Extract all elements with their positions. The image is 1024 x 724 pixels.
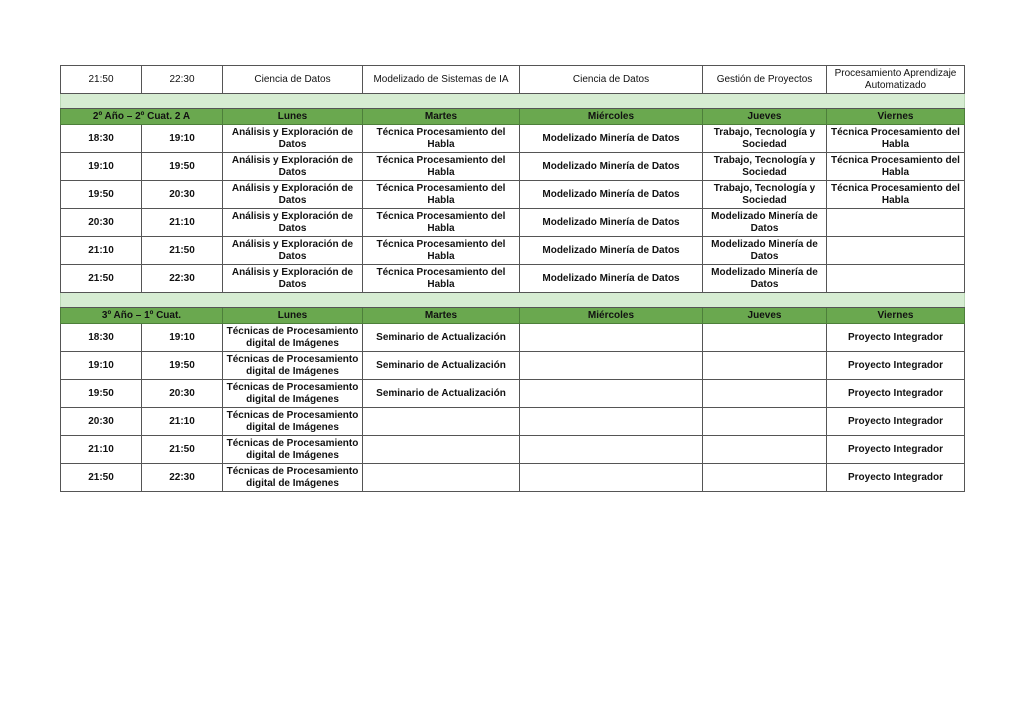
friday-cell [827, 265, 965, 293]
end-time-cell: 19:10 [142, 125, 223, 153]
friday-cell: Proyecto Integrador [827, 380, 965, 408]
monday-cell: Técnicas de Procesamiento digital de Imágenes [223, 380, 363, 408]
tuesday-cell: Técnica Procesamiento del Habla [363, 209, 520, 237]
wednesday-cell [520, 464, 703, 492]
table-row [61, 66, 965, 94]
thursday-cell [703, 408, 827, 436]
tuesday-cell: Técnica Procesamiento del Habla [363, 237, 520, 265]
table-row [61, 153, 965, 181]
start-time-cell: 18:30 [61, 324, 142, 352]
header-martes: Martes [363, 308, 520, 324]
tuesday-cell: Técnica Procesamiento del Habla [363, 181, 520, 209]
table-row [61, 380, 965, 408]
table-row [61, 209, 965, 237]
start-time-cell: 20:30 [61, 408, 142, 436]
start-time-cell: 19:10 [61, 153, 142, 181]
tuesday-cell [363, 408, 520, 436]
wednesday-cell: Modelizado Minería de Datos [520, 265, 703, 293]
wednesday-cell: Ciencia de Datos [520, 66, 703, 94]
thursday-cell: Trabajo, Tecnología y Sociedad [703, 153, 827, 181]
tuesday-cell: Modelizado de Sistemas de IA [363, 66, 520, 94]
table-row [61, 265, 965, 293]
monday-cell: Análisis y Exploración de Datos [223, 153, 363, 181]
end-time-cell: 20:30 [142, 380, 223, 408]
header-lunes: Lunes [223, 308, 363, 324]
wednesday-cell [520, 352, 703, 380]
friday-cell [827, 237, 965, 265]
friday-cell: Técnica Procesamiento del Habla [827, 181, 965, 209]
header-miercoles: Miércoles [520, 308, 703, 324]
thursday-cell [703, 352, 827, 380]
monday-cell: Técnicas de Procesamiento digital de Imágenes [223, 324, 363, 352]
table-row [61, 324, 965, 352]
friday-cell: Técnica Procesamiento del Habla [827, 153, 965, 181]
start-time-cell: 21:50 [61, 66, 142, 94]
end-time-cell: 21:10 [142, 209, 223, 237]
start-time-cell: 21:10 [61, 436, 142, 464]
friday-cell: Procesamiento Aprendizaje Automatizado [827, 66, 965, 94]
tuesday-cell: Técnica Procesamiento del Habla [363, 153, 520, 181]
wednesday-cell [520, 324, 703, 352]
thursday-cell: Trabajo, Tecnología y Sociedad [703, 181, 827, 209]
header-viernes: Viernes [827, 308, 965, 324]
section-header-2nd-year [61, 109, 965, 125]
tuesday-cell: Técnica Procesamiento del Habla [363, 125, 520, 153]
thursday-cell [703, 324, 827, 352]
monday-cell: Análisis y Exploración de Datos [223, 237, 363, 265]
monday-cell: Análisis y Exploración de Datos [223, 125, 363, 153]
friday-cell: Proyecto Integrador [827, 352, 965, 380]
monday-cell: Técnicas de Procesamiento digital de Imágenes [223, 436, 363, 464]
friday-cell: Proyecto Integrador [827, 408, 965, 436]
table-row [61, 408, 965, 436]
section-header-3rd-year [61, 308, 965, 324]
wednesday-cell [520, 380, 703, 408]
section-spacer [61, 293, 965, 308]
thursday-cell: Modelizado Minería de Datos [703, 209, 827, 237]
wednesday-cell: Modelizado Minería de Datos [520, 153, 703, 181]
friday-cell: Proyecto Integrador [827, 436, 965, 464]
start-time-cell: 18:30 [61, 125, 142, 153]
table-row [61, 237, 965, 265]
end-time-cell: 21:50 [142, 237, 223, 265]
wednesday-cell: Modelizado Minería de Datos [520, 209, 703, 237]
table-row [61, 352, 965, 380]
header-jueves: Jueves [703, 308, 827, 324]
wednesday-cell: Modelizado Minería de Datos [520, 125, 703, 153]
tuesday-cell [363, 464, 520, 492]
thursday-cell: Modelizado Minería de Datos [703, 237, 827, 265]
monday-cell: Ciencia de Datos [223, 66, 363, 94]
start-time-cell: 19:50 [61, 380, 142, 408]
tuesday-cell [363, 436, 520, 464]
start-time-cell: 21:10 [61, 237, 142, 265]
section-title: 3º Año – 1º Cuat. [61, 308, 223, 324]
header-lunes: Lunes [223, 109, 363, 125]
monday-cell: Técnicas de Procesamiento digital de Imágenes [223, 408, 363, 436]
start-time-cell: 19:50 [61, 181, 142, 209]
end-time-cell: 22:30 [142, 265, 223, 293]
end-time-cell: 22:30 [142, 66, 223, 94]
wednesday-cell [520, 436, 703, 464]
wednesday-cell: Modelizado Minería de Datos [520, 181, 703, 209]
monday-cell: Análisis y Exploración de Datos [223, 209, 363, 237]
thursday-cell: Trabajo, Tecnología y Sociedad [703, 125, 827, 153]
thursday-cell [703, 380, 827, 408]
end-time-cell: 19:50 [142, 153, 223, 181]
section-spacer [61, 94, 965, 109]
header-jueves: Jueves [703, 109, 827, 125]
table-row [61, 181, 965, 209]
monday-cell: Técnicas de Procesamiento digital de Imágenes [223, 464, 363, 492]
header-martes: Martes [363, 109, 520, 125]
header-miercoles: Miércoles [520, 109, 703, 125]
tuesday-cell: Seminario de Actualización [363, 352, 520, 380]
end-time-cell: 21:50 [142, 436, 223, 464]
wednesday-cell: Modelizado Minería de Datos [520, 237, 703, 265]
end-time-cell: 19:50 [142, 352, 223, 380]
start-time-cell: 20:30 [61, 209, 142, 237]
start-time-cell: 21:50 [61, 464, 142, 492]
monday-cell: Análisis y Exploración de Datos [223, 181, 363, 209]
table-row [61, 464, 965, 492]
thursday-cell: Gestión de Proyectos [703, 66, 827, 94]
end-time-cell: 22:30 [142, 464, 223, 492]
thursday-cell [703, 464, 827, 492]
end-time-cell: 21:10 [142, 408, 223, 436]
friday-cell: Proyecto Integrador [827, 464, 965, 492]
thursday-cell [703, 436, 827, 464]
friday-cell [827, 209, 965, 237]
tuesday-cell: Seminario de Actualización [363, 380, 520, 408]
friday-cell: Proyecto Integrador [827, 324, 965, 352]
monday-cell: Análisis y Exploración de Datos [223, 265, 363, 293]
schedule-table [60, 65, 965, 492]
end-time-cell: 19:10 [142, 324, 223, 352]
table-row [61, 436, 965, 464]
friday-cell: Técnica Procesamiento del Habla [827, 125, 965, 153]
wednesday-cell [520, 408, 703, 436]
section-title: 2º Año – 2º Cuat. 2 A [61, 109, 223, 125]
end-time-cell: 20:30 [142, 181, 223, 209]
tuesday-cell: Seminario de Actualización [363, 324, 520, 352]
start-time-cell: 19:10 [61, 352, 142, 380]
table-row [61, 125, 965, 153]
monday-cell: Técnicas de Procesamiento digital de Imágenes [223, 352, 363, 380]
thursday-cell: Modelizado Minería de Datos [703, 265, 827, 293]
start-time-cell: 21:50 [61, 265, 142, 293]
header-viernes: Viernes [827, 109, 965, 125]
tuesday-cell: Técnica Procesamiento del Habla [363, 265, 520, 293]
